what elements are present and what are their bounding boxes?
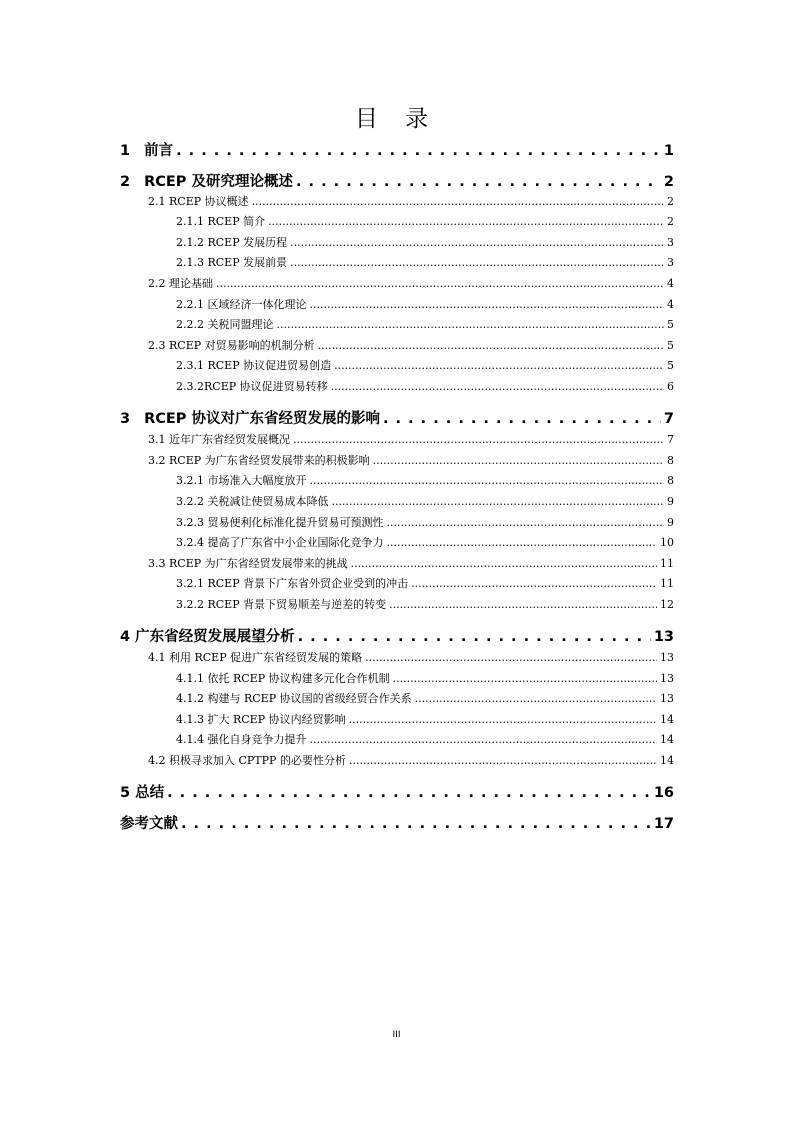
dot-leader (331, 380, 664, 393)
entry-text: 2.1 RCEP 协议概述 (148, 195, 249, 208)
entry-text: RCEP 协议对广东省经贸发展的影响 (144, 411, 380, 427)
page-number: 2 (667, 215, 674, 228)
page-number: 11 (660, 577, 674, 590)
dot-leader (383, 411, 661, 427)
dot-leader (290, 256, 664, 269)
toc-entry-2-2-2[interactable] (176, 316, 674, 332)
dot-leader (351, 557, 657, 570)
toc-entry-4-1-4[interactable] (176, 731, 674, 747)
dot-leader (389, 598, 657, 611)
entry-text: 4.2 积极寻求加入 CPTPP 的必要性分析 (148, 754, 346, 767)
entry-text: 4.1.3 扩大 RCEP 协议内经贸影响 (176, 713, 346, 726)
toc-entry-4-1-3[interactable] (176, 711, 674, 727)
entry-text: 前言 (144, 143, 174, 159)
toc-entry-2-1-2[interactable] (176, 234, 674, 250)
entry-text: 2.2.1 区域经济一体化理论 (176, 298, 307, 311)
toc-entry-2-2[interactable] (148, 275, 674, 291)
toc-entry-3-2-1[interactable] (176, 472, 674, 488)
toc-entry-2-3[interactable] (148, 337, 674, 353)
entry-text: 2.1.1 RCEP 简介 (176, 215, 266, 228)
chapter-number: 2 (120, 174, 131, 190)
entry-text: 广东省经贸发展展望分析 (135, 629, 295, 645)
page-number: 4 (667, 298, 674, 311)
entry-text: 3.2.4 提高了广东省中小企业国际化竞争力 (176, 536, 384, 549)
entry-text: 2.3.1 RCEP 协议促进贸易创造 (176, 359, 332, 372)
chapter-number: 3 (120, 411, 131, 427)
toc-entry-3-2-4[interactable] (176, 534, 674, 550)
entry-text: 4.1.1 依托 RCEP 协议构建多元化合作机制 (176, 672, 390, 685)
page-number: 5 (667, 359, 674, 372)
page-number: 14 (660, 733, 674, 746)
dot-leader (296, 174, 661, 190)
dot-leader (310, 474, 665, 487)
entry-text: 2.1.3 RCEP 发展前景 (176, 256, 288, 269)
page-number: 2 (663, 174, 674, 190)
dot-leader (181, 816, 651, 832)
entry-text: 3.2.1 市场准入大幅度放开 (176, 474, 307, 487)
toc-entry-chapter-4[interactable] (120, 625, 674, 646)
dot-leader (349, 754, 657, 767)
toc-entry-4-1-2[interactable] (176, 690, 674, 706)
toc-entry-2-3-2[interactable] (176, 378, 674, 394)
dot-leader (386, 536, 657, 549)
page-number: 6 (667, 380, 674, 393)
dot-leader (290, 236, 664, 249)
toc-entry-2-1[interactable] (148, 193, 674, 209)
entry-text: 2.3 RCEP 对贸易影响的机制分析 (148, 339, 315, 352)
toc-entry-2-1-1[interactable] (176, 213, 674, 229)
entry-text: 4.1.2 构建与 RCEP 协议国的省级经贸合作关系 (176, 692, 412, 705)
page-number: 1 (663, 143, 674, 159)
page-number: 3 (667, 256, 674, 269)
toc-entry-3-2-3[interactable] (176, 514, 674, 530)
entry-text: 3.2 RCEP 为广东省经贸发展带来的积极影响 (148, 454, 370, 467)
page-number: 13 (660, 672, 674, 685)
dot-leader (332, 495, 665, 508)
toc-title: 目 录 (354, 106, 439, 132)
dot-leader (277, 318, 665, 331)
page-number: 11 (660, 557, 674, 570)
dot-leader (176, 143, 661, 159)
toc-entry-3-1[interactable] (148, 431, 674, 447)
page-number: 14 (660, 754, 674, 767)
toc-entry-3-3-1[interactable] (176, 575, 674, 591)
page-number: 4 (667, 277, 674, 290)
entry-text: 3.2.1 RCEP 背景下广东省外贸企业受到的冲击 (176, 577, 409, 590)
page-number: 14 (660, 713, 674, 726)
page-number: 10 (660, 536, 674, 549)
dot-leader (411, 577, 657, 590)
entry-text: 3.2.2 关税减让使贸易成本降低 (176, 495, 329, 508)
page-number: 7 (663, 411, 674, 427)
dot-leader (365, 651, 657, 664)
dot-leader (349, 713, 657, 726)
entry-text: 2.3.2RCEP 协议促进贸易转移 (176, 380, 328, 393)
chapter-number: 4 (120, 629, 131, 645)
page-number: 12 (660, 598, 674, 611)
toc-entry-3-3[interactable] (148, 555, 674, 571)
dot-leader (318, 339, 664, 352)
dot-leader (415, 692, 657, 705)
entry-text: 4.1.4 强化自身竞争力提升 (176, 733, 307, 746)
entry-text: 3.3 RCEP 为广东省经贸发展带来的挑战 (148, 557, 348, 570)
page-number: 16 (653, 785, 674, 801)
dot-leader (310, 298, 665, 311)
page-number: 3 (667, 236, 674, 249)
toc-entry-3-2-2[interactable] (176, 493, 674, 509)
dot-leader (268, 215, 664, 228)
page-number: 5 (667, 339, 674, 352)
toc-entry-2-3-1[interactable] (176, 357, 674, 373)
entry-text: 4.1 利用 RCEP 促进广东省经贸发展的策略 (148, 651, 363, 664)
toc-entry-4-1-1[interactable] (176, 670, 674, 686)
toc-entry-chapter-2[interactable] (120, 170, 674, 191)
toc-entry-4-1[interactable] (148, 649, 674, 665)
page-number: 13 (660, 692, 674, 705)
dot-leader (373, 454, 664, 467)
dot-leader (310, 733, 658, 746)
chapter-number: 1 (120, 143, 131, 159)
toc-entry-references[interactable] (120, 812, 674, 833)
toc-entry-chapter-5[interactable] (120, 781, 674, 802)
dot-leader (216, 277, 664, 290)
entry-text: 总结 (135, 785, 165, 801)
toc-entry-2-1-3[interactable] (176, 254, 674, 270)
entry-text: 3.2.2 RCEP 背景下贸易顺差与逆差的转变 (176, 598, 387, 611)
dot-leader (393, 672, 657, 685)
page-number: 9 (667, 495, 674, 508)
page-number: 5 (667, 318, 674, 331)
toc-entry-chapter-1[interactable] (120, 139, 674, 160)
page-number: 9 (667, 516, 674, 529)
entry-text: 2.1.2 RCEP 发展历程 (176, 236, 288, 249)
dot-leader (298, 629, 651, 645)
page-number: 8 (667, 454, 674, 467)
page-footer-number: III (392, 1030, 401, 1040)
page-number: 13 (653, 629, 674, 645)
toc-entry-chapter-3[interactable] (120, 407, 674, 428)
toc-entry-3-2[interactable] (148, 452, 674, 468)
toc-entry-2-2-1[interactable] (176, 296, 674, 312)
entry-text: 3.1 近年广东省经贸发展概况 (148, 433, 290, 446)
page-number: 2 (667, 195, 674, 208)
entry-text: 3.2.3 贸易便利化标准化提升贸易可预测性 (176, 516, 384, 529)
chapter-number: 5 (120, 785, 131, 801)
page-number: 17 (653, 816, 674, 832)
dot-leader (293, 433, 664, 446)
entry-text: 2.2.2 关税同盟理论 (176, 318, 274, 331)
dot-leader (386, 516, 664, 529)
toc-entry-4-2[interactable] (148, 752, 674, 768)
entry-text: 参考文献 (120, 816, 178, 832)
dot-leader (334, 359, 664, 372)
page-number: 7 (667, 433, 674, 446)
page-number: 13 (660, 651, 674, 664)
dot-leader (252, 195, 664, 208)
entry-text: RCEP 及研究理论概述 (144, 174, 293, 190)
dot-leader (167, 785, 651, 801)
entry-text: 2.2 理论基础 (148, 277, 213, 290)
toc-entry-3-3-2[interactable] (176, 596, 674, 612)
page-number: 8 (667, 474, 674, 487)
